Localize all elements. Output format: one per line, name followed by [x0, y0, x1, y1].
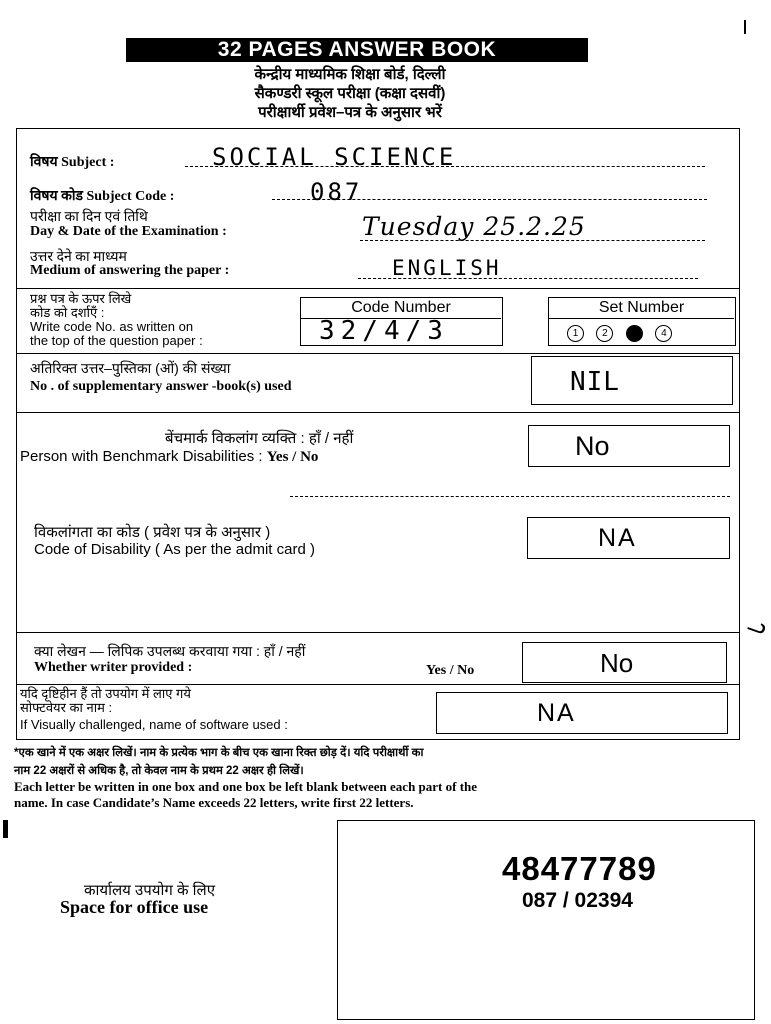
set-option-2[interactable]: 2 [596, 325, 613, 342]
supplementary-label: No . of supplementary answer -book(s) used [30, 379, 292, 394]
board-name-hindi: केन्द्रीय माध्यमिक शिक्षा बोर्ड, दिल्ली [254, 66, 446, 83]
code-number-title: Code Number [351, 299, 451, 316]
writer-label: Whether writer provided : [34, 660, 193, 675]
writer-box[interactable] [522, 642, 727, 683]
set-option-4[interactable]: 4 [655, 325, 672, 342]
supplementary-box[interactable] [531, 356, 733, 405]
margin-mark: ᓗ [744, 609, 771, 640]
divider [16, 632, 740, 633]
subject-label: विषय Subject : [30, 155, 115, 170]
office-use-label: Space for office use [60, 897, 209, 917]
code-number-labels: प्रश्न पत्र के ऊपर लिखे कोड को दर्शाएँ : Write code No. as written on the top of the question paper : [30, 291, 203, 348]
set-number-box [548, 297, 736, 346]
exam-name-hindi: सैकण्डरी स्कूल परीक्षा (कक्षा दसवीं) [254, 85, 446, 102]
exam-date-label: Day & Date of the Examination : [30, 224, 227, 239]
set-number-options [563, 323, 676, 342]
subject-code-value[interactable]: 087 [310, 178, 363, 206]
software-value: NA [537, 699, 576, 727]
benchmark-box[interactable] [528, 425, 730, 467]
office-sub-number: 087 / 02394 [522, 889, 633, 912]
medium-label-hindi: उत्तर देने का माध्यम [30, 250, 127, 265]
set-option-1[interactable]: 1 [567, 325, 584, 342]
fill-instruction-hindi: परीक्षार्थी प्रवेश–पत्र के अनुसार भरें [258, 104, 442, 121]
medium-label: Medium of answering the paper : [30, 263, 230, 278]
benchmark-label-hindi: बेंचमार्क विकलांग व्यक्ति : हाँ / नहीं [165, 430, 354, 447]
subject-code-label: विषय कोड Subject Code : [30, 189, 175, 204]
exam-date-label-hindi: परीक्षा का दिन एवं तिथि [30, 210, 148, 225]
benchmark-label: Person with Benchmark Disabilities : Yes / No [20, 448, 319, 465]
office-use-label-hindi: कार्यालय उपयोग के लिए [84, 882, 216, 899]
code-number-box[interactable] [300, 297, 503, 346]
instruction-hindi-1: *एक खाने में एक अक्षर लिखें। नाम के प्रत्येक भाग के बीच एक खाना रिक्त छोड़ दें। यदि परीक्षार्थी का [14, 747, 424, 759]
supplementary-value: NIL [570, 367, 620, 397]
divider [16, 353, 740, 354]
instruction-hindi-2: नाम 22 अक्षरों से अधिक है, तो केवल नाम के प्रथम 22 अक्षर ही लिखें। [14, 765, 304, 777]
medium-value[interactable]: ENGLISH [392, 256, 502, 280]
disability-code-box[interactable] [527, 517, 730, 559]
disability-code-value: NA [598, 524, 637, 552]
dashed-divider [290, 496, 730, 497]
supplementary-label-hindi: अतिरिक्त उत्तर–पुस्तिका (ओं) की संख्या [30, 360, 231, 376]
code-number-value: 32/4/3 [319, 316, 449, 346]
writer-yes-no: Yes / No [426, 663, 475, 678]
office-number: 48477789 [502, 850, 657, 887]
set-number-title: Set Number [598, 299, 685, 316]
software-label: If Visually challenged, name of software used : [20, 717, 288, 732]
writer-value: No [600, 648, 634, 678]
software-labels-hindi: यदि दृष्टिहीन हैं तो उपयोग में लाए गये सोफ्टवेयर का नाम : [20, 686, 191, 715]
instruction-english-2: name. In case Candidate’s Name exceeds 22 letters, write first 22 letters. [14, 795, 414, 810]
disability-code-label: Code of Disability ( As per the admit card ) [34, 541, 315, 558]
writer-label-hindi: क्या लेखन — लिपिक उपलब्ध करवाया गया : हाँ / नहीं [34, 643, 306, 659]
instruction-english-1: Each letter be written in one box and one box be left blank between each part of the [14, 779, 478, 794]
exam-date-value[interactable]: Tuesday 25.2.25 [362, 212, 586, 241]
scan-speck [3, 820, 8, 838]
divider [16, 412, 740, 413]
scan-speck [744, 20, 746, 34]
subject-value[interactable]: SOCIAL SCIENCE [212, 143, 457, 171]
divider [16, 288, 740, 289]
set-option-3-selected[interactable]: 3 [626, 325, 643, 342]
benchmark-value: No [575, 431, 610, 461]
software-box[interactable] [436, 692, 728, 734]
answer-book-banner: 32 PAGES ANSWER BOOK [126, 38, 588, 62]
disability-code-label-hindi: विकलांगता का कोड ( प्रवेश पत्र के अनुसार ) [34, 524, 271, 541]
divider [16, 684, 740, 685]
